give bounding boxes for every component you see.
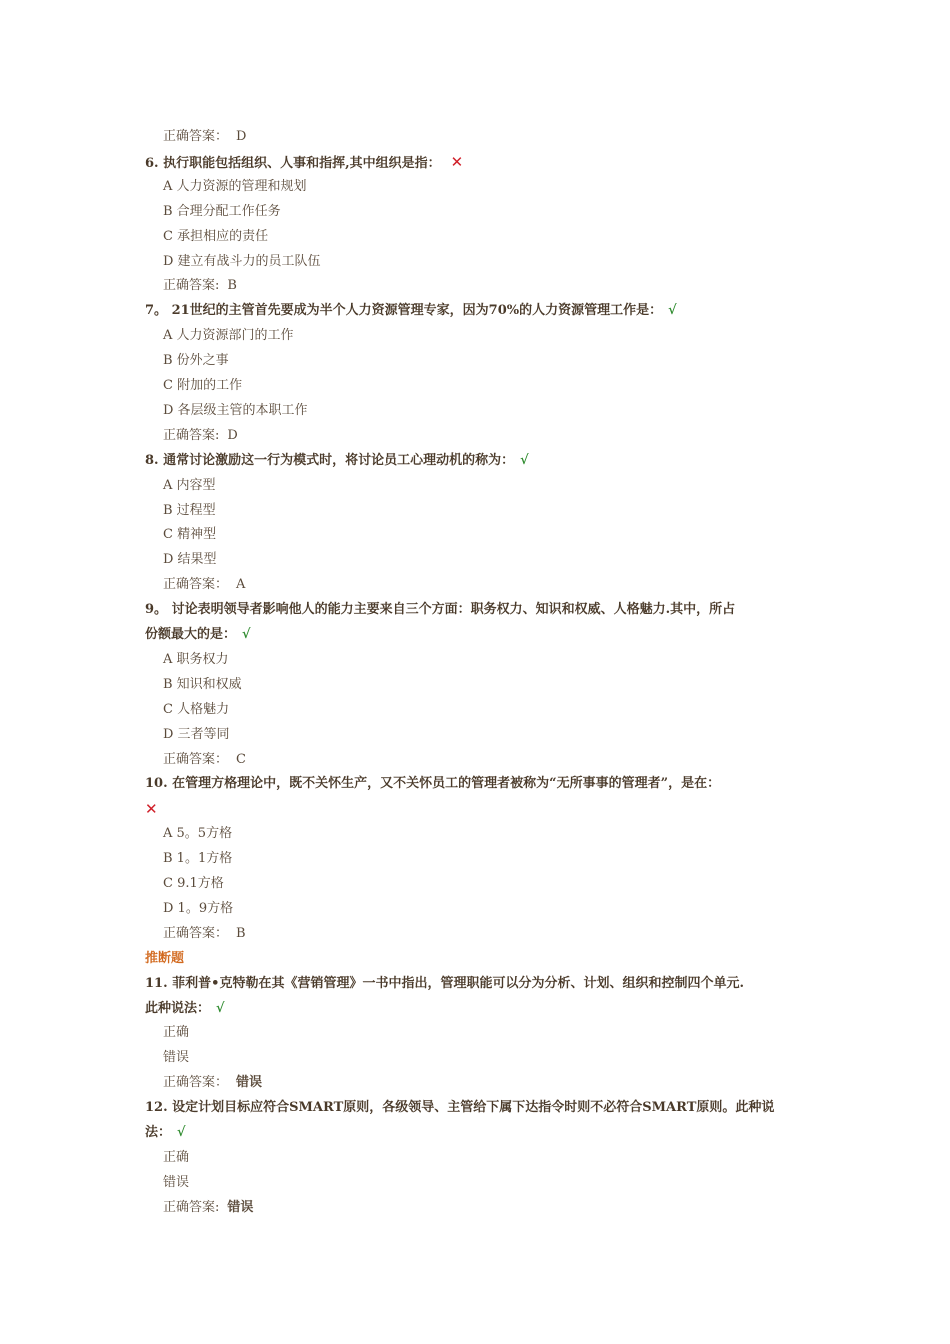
correct-check-icon: √ <box>520 452 529 468</box>
question-text <box>145 999 225 1019</box>
answer-option: B 份外之事 <box>163 353 229 369</box>
question-label: 6. 执行职能包括组织、人事和指挥,其中组织是指： <box>145 155 441 171</box>
correct-check-icon: √ <box>242 627 251 642</box>
answer-option: A 职务权力 <box>163 651 229 667</box>
answer-option: 正确 <box>163 1025 190 1041</box>
wrong-cross-icon: ✕ <box>450 152 464 171</box>
answer-option: 错误 <box>163 1050 190 1066</box>
correct-answer-value: D <box>227 427 238 443</box>
question-text <box>145 774 720 794</box>
answer-option: D 建立有战斗力的员工队伍 <box>163 253 321 269</box>
correct-answer-label: 正确答案： <box>163 751 229 767</box>
answer-option: B 过程型 <box>163 502 216 518</box>
correct-answer-value: 错误 <box>227 1199 254 1215</box>
question-text <box>145 600 735 620</box>
answer-option: C 人格魅力 <box>163 701 230 717</box>
correct-check-icon: √ <box>216 1000 225 1016</box>
question-label: 法： <box>145 1125 172 1140</box>
answer-option: C 9.1方格 <box>163 876 224 891</box>
answer-option: D 各层级主管的本职工作 <box>163 402 308 418</box>
answer-option: A 人力资源的管理和规划 <box>163 178 307 194</box>
answer-option: C 附加的工作 <box>163 378 243 393</box>
answer-option: A 5。5方格 <box>163 826 233 842</box>
correct-answer-label: 正确答案: <box>163 278 220 294</box>
question-text <box>145 625 251 645</box>
question-text <box>145 1123 186 1143</box>
question-label: 8. 通常讨论激励这一行为模式时，将讨论员工心理动机的称为： <box>145 452 515 468</box>
question-text <box>145 974 744 994</box>
correct-answer <box>163 127 246 147</box>
answer-option: 正确 <box>163 1149 190 1165</box>
answer-option: D 三者等同 <box>163 726 230 742</box>
answer-option: D 1。9方格 <box>163 900 234 916</box>
answer-option: A 人力资源部门的工作 <box>163 328 294 344</box>
correct-answer <box>163 276 237 296</box>
question-label: 9。 讨论表明领导者影响他人的能力主要来自三个方面：职务权力、知识和权威、人格魅力.其中，所占 <box>145 602 736 618</box>
correct-answer <box>163 924 246 944</box>
answer-option: D 结果型 <box>163 552 217 568</box>
answer-option: B 知识和权威 <box>163 676 242 692</box>
correct-answer <box>163 750 246 770</box>
answer-option: B 1。1方格 <box>163 851 233 867</box>
answer-option: C 精神型 <box>163 527 217 543</box>
correct-answer-value: 错误 <box>236 1075 263 1091</box>
correct-answer-label: 正确答案： <box>163 925 229 941</box>
answer-option: A 内容型 <box>163 477 216 493</box>
correct-answer-value: C <box>236 751 246 767</box>
question-text <box>145 451 529 471</box>
correct-answer-label: 正确答案： <box>163 577 229 593</box>
correct-answer-value: A <box>236 577 246 593</box>
question-label: 7。 21世纪的主管首先要成为半个人力资源管理专家，因为70%的人力资源管理工作是： <box>145 303 663 319</box>
answer-option: B 合理分配工作任务 <box>163 203 281 219</box>
correct-check-icon: √ <box>177 1125 186 1140</box>
correct-answer-value: B <box>227 278 237 294</box>
answer-option: 错误 <box>163 1174 190 1190</box>
question-label: 11. 菲利普•克特勒在其《营销管理》一书中指出，管理职能可以分为分析、计划、组织和控制四个单元. <box>145 975 744 991</box>
correct-answer-label: 正确答案： <box>163 129 229 144</box>
section-heading: 推断题 <box>145 950 185 966</box>
correct-answer <box>163 575 245 595</box>
correct-answer-label: 正确答案: <box>163 427 220 443</box>
correct-answer-label: 正确答案: <box>163 1199 220 1215</box>
correct-answer <box>163 1073 262 1093</box>
question-label: 12. 设定计划目标应符合SMART原则，各级领导、主管给下属下达指令时则不必符合SMART原则。此种说 <box>145 1100 775 1116</box>
correct-answer <box>163 426 238 446</box>
correct-check-icon: √ <box>668 303 677 319</box>
question-text <box>145 301 677 321</box>
question-text <box>145 152 463 172</box>
question-label: 此种说法： <box>145 1000 211 1016</box>
wrong-cross-icon: ✕ <box>145 800 158 819</box>
correct-answer <box>163 1198 253 1218</box>
question-mark-line <box>145 799 158 819</box>
correct-answer-value: B <box>236 925 246 941</box>
question-label: 份额最大的是： <box>145 627 237 642</box>
question-label: 10. 在管理方格理论中，既不关怀生产，又不关怀员工的管理者被称为“无所事事的管理者”，是在： <box>145 776 721 792</box>
answer-option: C 承担相应的责任 <box>163 228 269 244</box>
correct-answer-label: 正确答案： <box>163 1075 229 1091</box>
correct-answer-value: D <box>236 129 247 144</box>
question-text <box>145 1098 774 1118</box>
